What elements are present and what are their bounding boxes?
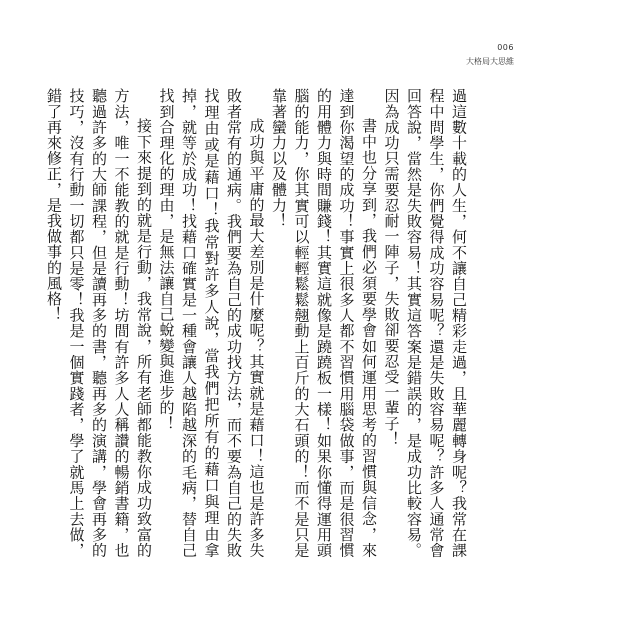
paragraph-1: 過這數十載的人生，何不讓自己精彩走過，且華麗轉身呢？我常在課程中問學生，你們覺得成功容易呢？還是失敗容易呢？許多人通常會回答說，當然是失敗容易！其實這答案是錯誤的，是成功比較容易。因為成功只需要忍耐一陣子，失敗卻要忍受一輩子！ bbox=[382, 88, 468, 558]
body-text bbox=[45, 88, 470, 558]
paragraph-4: 接下來提到的就是行動，我常說，所有老師都能教你成功致富的方法，唯一不能教的就是行動！坊間有許多人人稱讚的暢銷書籍，也聽過許多的大師課程，但是讀再多的書，聽再多的演講，學會再多的技巧，沒有行動一切都只是零！我是一個實踐者，學了就馬上去做，錯了再來修正，是我做事的風格！ bbox=[45, 88, 153, 558]
paragraph-2: 書中也分享到，我們必須要學會如何運用思考的習慣與信念，來達到你渴望的成功！事實上很多人都不習慣用腦袋做事，而是很習慣的用體力與時間賺錢！其實這就像是蹺蹺板一樣！如果你懂得運用頭腦的能力，你其實可以輕輕鬆鬆翹動上百斤的大石頭的！而不是只是靠著蠻力以及體力！ bbox=[270, 88, 378, 558]
paragraph-3: 成功與平庸的最大差別是什麼呢？其實就是藉口！這也是許多失敗者常有的通病。我們要為自己的成功找方法，而不要為自己的失敗找理由或是藉口！我常對許多人說，當我們把所有的藉口與理由拿掉，就等於成功！找藉口確實是一種會讓人越陷越深的毛病，替自己找到合理化的理由，是無法讓自己蛻變與進步的！ bbox=[157, 88, 266, 558]
running-header-title: 大格局大思維 bbox=[466, 57, 514, 66]
page-number: 006 bbox=[497, 43, 514, 52]
